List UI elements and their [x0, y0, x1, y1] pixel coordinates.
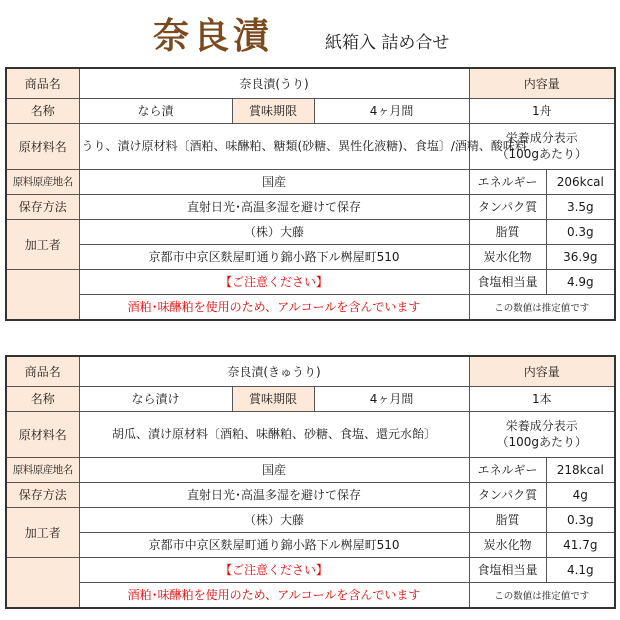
name-label: 名称 — [6, 98, 79, 123]
product-name-value: 奈良漬(うり) — [79, 68, 469, 98]
name-label: 名称 — [6, 386, 79, 411]
page-title: 奈良漬 — [153, 15, 274, 57]
processor-label: 加工者 — [6, 219, 79, 269]
contents-label: 内容量 — [469, 68, 615, 98]
salt-value: 4.1g — [546, 557, 615, 582]
energy-value: 206kcal — [546, 169, 615, 194]
fat-value: 0.3g — [546, 507, 615, 532]
name-value: なら漬け — [79, 386, 232, 411]
caution-heading: 【ご注意ください】 — [79, 269, 469, 294]
caution-heading: 【ご注意ください】 — [79, 557, 469, 582]
contents-value: 1舟 — [469, 98, 615, 123]
carbs-value: 41.7g — [546, 532, 615, 557]
nutrition-title: 栄養成分表示 — [505, 419, 578, 433]
contents-value: 1本 — [469, 386, 615, 411]
product-label-table-kyuri — [5, 355, 616, 609]
ingredients-label: 原材料名 — [6, 411, 79, 457]
protein-value: 3.5g — [546, 194, 615, 219]
processor-name: （株）大藤 — [79, 507, 469, 532]
product-name-label: 商品名 — [6, 68, 79, 98]
origin-value: 国産 — [79, 457, 469, 482]
nutrition-title: 栄養成分表示 — [505, 131, 578, 145]
protein-label: タンパク質 — [469, 482, 546, 507]
caution-text: 酒粕･味醂粕を使用のため、アルコールを含んでいます — [79, 294, 469, 320]
ingredients-value: うり、漬け原材料〔酒粕、味醂粕、糖類(砂糖、異性化液糖)、食塩〕/酒精、酸味料 — [79, 123, 469, 169]
ingredients-value: 胡瓜、漬け原材料〔酒粕、味醂粕、砂糖、食塩、還元水飴〕 — [79, 411, 469, 457]
protein-value: 4g — [546, 482, 615, 507]
processor-address: 京都市中京区麩屋町通り錦小路下ル桝屋町510 — [79, 244, 469, 269]
carbs-value: 36.9g — [546, 244, 615, 269]
processor-name: （株）大藤 — [79, 219, 469, 244]
storage-label: 保存方法 — [6, 482, 79, 507]
page-subtitle: 紙箱入 詰め合せ — [325, 33, 450, 53]
ingredients-label: 原材料名 — [6, 123, 79, 169]
salt-value: 4.9g — [546, 269, 615, 294]
salt-label: 食塩相当量 — [469, 557, 546, 582]
fat-value: 0.3g — [546, 219, 615, 244]
nutrition-header — [469, 411, 615, 457]
caution-text: 酒粕･味醂粕を使用のため、アルコールを含んでいます — [79, 582, 469, 608]
processor-address: 京都市中京区麩屋町通り錦小路下ル桝屋町510 — [79, 532, 469, 557]
product-name-value: 奈良漬(きゅうり) — [79, 356, 469, 386]
energy-value: 218kcal — [546, 457, 615, 482]
contents-label: 内容量 — [469, 356, 615, 386]
storage-label: 保存方法 — [6, 194, 79, 219]
carbs-label: 炭水化物 — [469, 244, 546, 269]
estimate-note: この数値は推定値です — [469, 294, 615, 320]
best-before-value: 4ヶ月間 — [314, 386, 469, 411]
storage-value: 直射日光･高温多湿を避けて保存 — [79, 194, 469, 219]
name-value: なら漬 — [79, 98, 232, 123]
origin-value: 国産 — [79, 169, 469, 194]
protein-label: タンパク質 — [469, 194, 546, 219]
estimate-note: この数値は推定値です — [469, 582, 615, 608]
energy-label: エネルギー — [469, 457, 546, 482]
fat-label: 脂質 — [469, 507, 546, 532]
origin-label: 原料原産地名 — [6, 169, 79, 194]
fat-label: 脂質 — [469, 219, 546, 244]
product-label-table-uri — [5, 67, 616, 321]
processor-label: 加工者 — [6, 507, 79, 557]
nutrition-basis: （100gあたり） — [496, 147, 588, 161]
storage-value: 直射日光･高温多湿を避けて保存 — [79, 482, 469, 507]
best-before-value: 4ヶ月間 — [314, 98, 469, 123]
salt-label: 食塩相当量 — [469, 269, 546, 294]
energy-label: エネルギー — [469, 169, 546, 194]
caution-cell — [6, 557, 79, 608]
nutrition-basis: （100gあたり） — [496, 435, 588, 449]
best-before-label: 賞味期限 — [232, 98, 314, 123]
product-name-label: 商品名 — [6, 356, 79, 386]
best-before-label: 賞味期限 — [232, 386, 314, 411]
carbs-label: 炭水化物 — [469, 532, 546, 557]
caution-cell — [6, 269, 79, 320]
origin-label: 原料原産地名 — [6, 457, 79, 482]
